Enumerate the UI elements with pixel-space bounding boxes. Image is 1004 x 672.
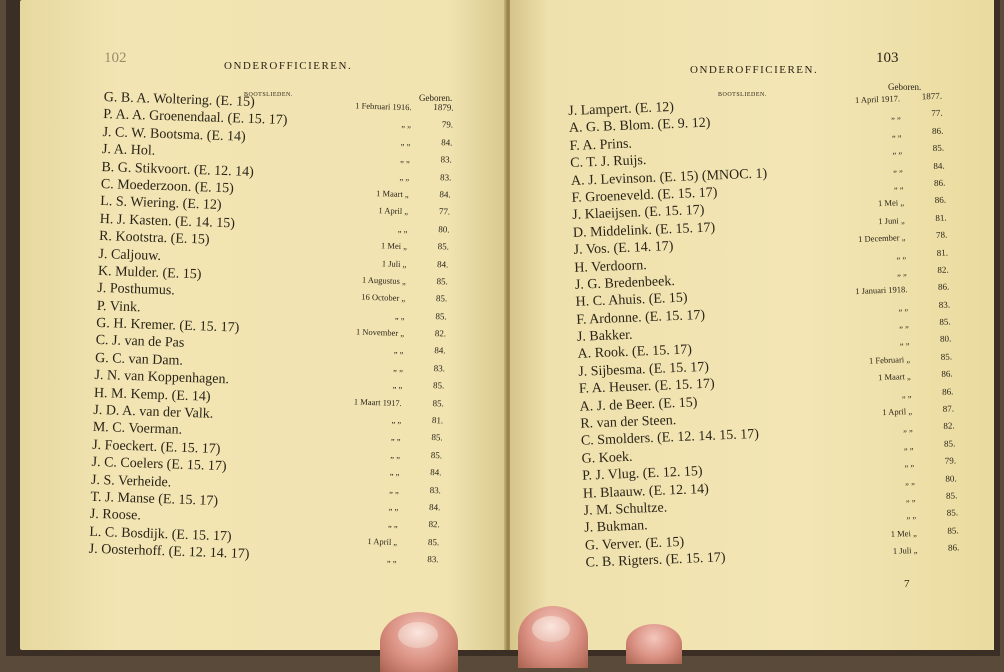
third-fingertip xyxy=(626,624,682,664)
appointment-date: 1 April 1917. xyxy=(854,93,901,105)
appointment-date: „ „ xyxy=(392,379,403,391)
birth-year: 84. xyxy=(441,136,453,148)
open-book xyxy=(6,0,1000,656)
appointment-date: 1 April „ xyxy=(882,406,913,418)
appointment-date: „ „ xyxy=(393,345,404,356)
appointment-date: „ „ xyxy=(898,301,909,313)
sailor-name: A. J. de Beer. (E. 15) xyxy=(579,394,698,415)
birth-year: 83. xyxy=(439,171,452,183)
sailor-name: R. Kootstra. (E. 15) xyxy=(98,229,210,248)
sailor-name: J. Caljouw. xyxy=(98,246,162,264)
right-fingertip xyxy=(518,606,588,668)
appointment-date: „ „ xyxy=(904,458,915,469)
sailor-name: H. C. Ahuis. (E. 15) xyxy=(575,290,688,311)
appointment-date: 1 Augustus „ xyxy=(361,274,406,287)
appointment-date: „ „ xyxy=(898,319,909,330)
appointment-date: „ „ xyxy=(400,136,411,147)
birth-year: 80. xyxy=(945,472,957,484)
birth-year: 83. xyxy=(429,484,442,495)
sailor-name: F. A. Prins. xyxy=(569,136,633,154)
sailor-name: J. N. van Koppenhagen. xyxy=(94,368,230,388)
appointment-date: „ „ xyxy=(903,440,914,452)
appointment-date: 1 Maart 1917. xyxy=(353,396,402,408)
sailor-name: J. Oosterhoff. (E. 12. 14. 17) xyxy=(88,541,250,563)
appointment-date: „ „ xyxy=(892,162,903,174)
birth-year: 84. xyxy=(428,501,441,513)
list-item xyxy=(97,281,448,304)
appointment-date: „ „ xyxy=(389,466,400,478)
sailor-name: G. H. Kremer. (E. 15. 17) xyxy=(96,315,240,336)
birth-year: 87. xyxy=(942,403,955,414)
appointment-date: 1 Januari 1918. xyxy=(855,284,908,297)
birth-year: 81. xyxy=(431,415,444,426)
list-item xyxy=(96,298,447,322)
birth-year: 85. xyxy=(431,432,443,443)
appointment-date: „ „ xyxy=(902,423,913,434)
birth-year: 80. xyxy=(438,223,450,235)
birth-year: 85. xyxy=(432,397,444,409)
born-column-header: Geboren. xyxy=(419,93,453,103)
birth-year: 86. xyxy=(931,125,944,136)
left-fingertip xyxy=(380,612,458,672)
birth-year: 85. xyxy=(939,316,951,327)
appointment-date: „ „ xyxy=(904,475,915,486)
birth-year: 82. xyxy=(937,264,949,275)
sailor-name: C. Smolders. (E. 12. 14. 15. 17) xyxy=(580,427,760,450)
appointment-date: 1 April „ xyxy=(367,535,398,547)
list-item xyxy=(91,437,443,461)
birth-year: 78. xyxy=(935,229,948,241)
birth-year: 86. xyxy=(947,542,960,553)
birth-year: 80. xyxy=(939,333,952,345)
birth-year: 85. xyxy=(945,490,958,501)
sailor-name: J. Vos. (E. 14. 17) xyxy=(573,239,674,259)
appointment-date: 1 Mei „ xyxy=(877,197,905,209)
section-subheading: BOOTSLIEDEN. xyxy=(244,92,293,98)
birth-year: 77. xyxy=(438,206,451,217)
birth-year: 84. xyxy=(434,345,446,356)
appointment-date: 1 Maart „ xyxy=(375,188,409,200)
birth-year: 85. xyxy=(437,241,450,252)
appointment-date: 1 Februari „ xyxy=(868,353,911,366)
right-page xyxy=(510,0,994,650)
appointment-date: 1 Mei „ xyxy=(380,240,408,252)
sailor-name: B. G. Stikvoort. (E. 12. 14) xyxy=(101,159,255,180)
sailor-name: J. S. Verheide. xyxy=(90,472,172,491)
sailor-name: C. J. van de Pas xyxy=(95,333,185,352)
appointment-date: 1 Maart „ xyxy=(877,371,911,383)
birth-year: 85. xyxy=(947,525,959,536)
birth-year: 85. xyxy=(946,507,959,519)
list-item xyxy=(89,507,440,530)
appointment-date: „ „ xyxy=(896,249,907,261)
sailor-name: T. J. Manse (E. 15. 17) xyxy=(90,489,219,509)
birth-year: 85. xyxy=(430,449,443,461)
sailor-name: J. M. Schultze. xyxy=(583,500,668,519)
sailor-name: P. J. Vlug. (E. 12. 15) xyxy=(582,464,703,484)
sailor-name: L. C. Bosdijk. (E. 15. 17) xyxy=(89,524,232,545)
sailor-name: J. Sijbesma. (E. 15. 17) xyxy=(578,359,710,380)
appointment-date: 1 Februari 1916. xyxy=(355,100,412,113)
birth-year: 84. xyxy=(430,467,442,478)
appointment-date: 16 October „ xyxy=(361,291,406,304)
birth-year: 83. xyxy=(938,299,951,310)
appointment-date: „ „ xyxy=(891,128,902,139)
appointment-date: „ „ xyxy=(399,171,410,182)
list-item xyxy=(94,368,445,391)
section-subheading: BOOTSLIEDEN. xyxy=(718,92,767,98)
sailor-name: J. C. Coelers (E. 15. 17) xyxy=(91,455,227,475)
appointment-date: „ „ xyxy=(393,362,404,373)
sailor-name: J. G. Bredenbeek. xyxy=(574,273,676,293)
sailor-name: C. T. J. Ruijs. xyxy=(570,153,647,172)
birth-year: 86. xyxy=(937,281,950,293)
birth-year: 83. xyxy=(427,554,439,565)
birth-year: 1877. xyxy=(921,90,943,102)
birth-year: 85. xyxy=(943,438,956,449)
appointment-date: „ „ xyxy=(390,449,401,460)
appointment-date: „ „ xyxy=(400,154,411,165)
sailor-name: G. C. van Dam. xyxy=(94,350,184,369)
birth-year: 81. xyxy=(935,212,947,223)
list-item xyxy=(91,455,442,478)
appointment-date: 1 Mei „ xyxy=(890,527,917,539)
appointment-date: „ „ xyxy=(892,145,903,156)
sailor-name: G. Verver. (E. 15) xyxy=(584,534,685,554)
page-number: 102 xyxy=(104,50,127,66)
sailor-name: A. Rook. (E. 15. 17) xyxy=(577,342,693,363)
sailor-name: H. Blaauw. (E. 12. 14) xyxy=(582,481,710,502)
appointment-date: „ „ xyxy=(896,267,907,278)
appointment-date: „ „ xyxy=(901,388,912,400)
born-column-header: Geboren. xyxy=(888,82,922,92)
sailor-name: F. Ardonne. (E. 15. 17) xyxy=(576,307,706,328)
sailor-name: J. Klaeijsen. (E. 15. 17) xyxy=(572,203,705,224)
birth-year: 82. xyxy=(943,420,955,432)
birth-year: 79. xyxy=(944,455,957,467)
birth-year: 85. xyxy=(940,351,953,362)
birth-year: 85. xyxy=(435,310,447,322)
birth-year: 86. xyxy=(941,386,954,397)
running-head: ONDEROFFICIEREN. xyxy=(224,60,353,72)
appointment-date: 1 Juli „ xyxy=(381,257,407,269)
sailor-name: C. Moederzoon. (E. 15) xyxy=(100,176,235,197)
sailor-name: C. B. Rigters. (E. 15. 17) xyxy=(585,550,726,571)
birth-year: 84. xyxy=(933,160,945,171)
sailor-name: M. C. Voerman. xyxy=(92,420,183,439)
appointment-date: „ „ xyxy=(390,432,401,443)
appointment-date: „ „ xyxy=(906,510,917,521)
appointment-date: „ „ xyxy=(397,223,408,234)
birth-year: 83. xyxy=(440,154,453,165)
sailor-name: R. van der Steen. xyxy=(580,413,677,432)
signature-mark: 7 xyxy=(904,578,910,590)
sailor-name: J. Roose. xyxy=(89,507,142,524)
birth-year: 84. xyxy=(437,258,449,270)
sailor-name: J. Bukman. xyxy=(584,518,648,537)
sailor-name: P. A. A. Groenendaal. (E. 15. 17) xyxy=(102,107,288,129)
left-page xyxy=(20,0,506,650)
sailor-name: L. S. Wiering. (E. 12) xyxy=(100,194,222,214)
appointment-date: „ „ xyxy=(387,519,398,530)
appointment-date: „ „ xyxy=(899,336,910,347)
fingernail xyxy=(398,622,438,648)
running-head: ONDEROFFICIEREN. xyxy=(690,64,819,76)
sailor-name: F. Groeneveld. (E. 15. 17) xyxy=(571,185,718,206)
appointment-date: „ „ xyxy=(388,501,399,512)
sailor-name: G. B. A. Woltering. (E. 15) xyxy=(103,90,255,110)
birth-year: 77. xyxy=(931,108,943,119)
birth-year: 82. xyxy=(434,328,447,339)
page-number: 103 xyxy=(876,50,899,66)
appointment-date: 1 Juni „ xyxy=(878,214,905,226)
appointment-date: „ „ xyxy=(401,119,412,130)
appointment-date: „ „ xyxy=(391,414,402,426)
sailor-name: A. J. Levinson. (E. 15) (MNOC. 1) xyxy=(570,165,768,189)
birth-year: 85. xyxy=(432,380,445,391)
birth-year: 1879. xyxy=(433,101,454,113)
appointment-date: „ „ xyxy=(389,484,400,495)
sailor-name: A. G. B. Blom. (E. 9. 12) xyxy=(568,115,711,137)
sailor-name: H. Verdoorn. xyxy=(574,257,647,276)
birth-year: 85. xyxy=(932,142,945,154)
sailor-name: H. J. Kasten. (E. 14. 15) xyxy=(99,211,236,232)
sailor-name: J. C. W. Bootsma. (E. 14) xyxy=(102,124,246,145)
sailor-name: F. A. Heuser. (E. 15. 17) xyxy=(578,376,715,398)
birth-year: 81. xyxy=(936,247,949,258)
birth-year: 84. xyxy=(439,189,451,200)
sailor-name: J. Posthumus. xyxy=(97,281,176,299)
appointment-date: „ „ xyxy=(905,492,916,504)
appointment-date: „ „ xyxy=(394,310,405,321)
sailor-name: J. A. Hol. xyxy=(101,142,156,159)
appointment-date: „ „ xyxy=(890,110,901,121)
appointment-date: 1 Juli „ xyxy=(892,545,918,557)
fingernail xyxy=(532,616,570,642)
sailor-name: J. Foeckert. (E. 15. 17) xyxy=(91,437,221,457)
birth-year: 85. xyxy=(436,276,449,287)
birth-year: 85. xyxy=(427,536,440,548)
appointment-date: 1 April „ xyxy=(378,205,409,217)
sailor-name: D. Middelink. (E. 15. 17) xyxy=(572,220,716,241)
sailor-name: J. Bakker. xyxy=(576,327,633,345)
birth-year: 85. xyxy=(435,293,448,304)
birth-year: 82. xyxy=(428,519,440,530)
sailor-name: J. Lampert. (E. 12) xyxy=(568,99,675,119)
sailor-name: P. Vink. xyxy=(96,298,141,316)
birth-year: 86. xyxy=(934,194,947,206)
list-item xyxy=(101,159,452,183)
appointment-date: „ „ xyxy=(893,180,904,191)
sailor-name: H. M. Kemp. (E. 14) xyxy=(93,385,211,405)
sailor-name: G. Koek. xyxy=(581,449,633,467)
sailor-name: K. Mulder. (E. 15) xyxy=(97,263,202,283)
birth-year: 86. xyxy=(941,368,953,380)
birth-year: 79. xyxy=(441,119,454,130)
appointment-date: „ „ xyxy=(386,553,397,565)
appointment-date: 1 December „ xyxy=(858,232,906,245)
birth-year: 83. xyxy=(433,362,446,374)
appointment-date: 1 November „ xyxy=(355,326,405,339)
birth-year: 86. xyxy=(933,177,946,188)
list-item xyxy=(93,385,444,409)
sailor-name: J. D. A. van der Valk. xyxy=(93,402,214,422)
